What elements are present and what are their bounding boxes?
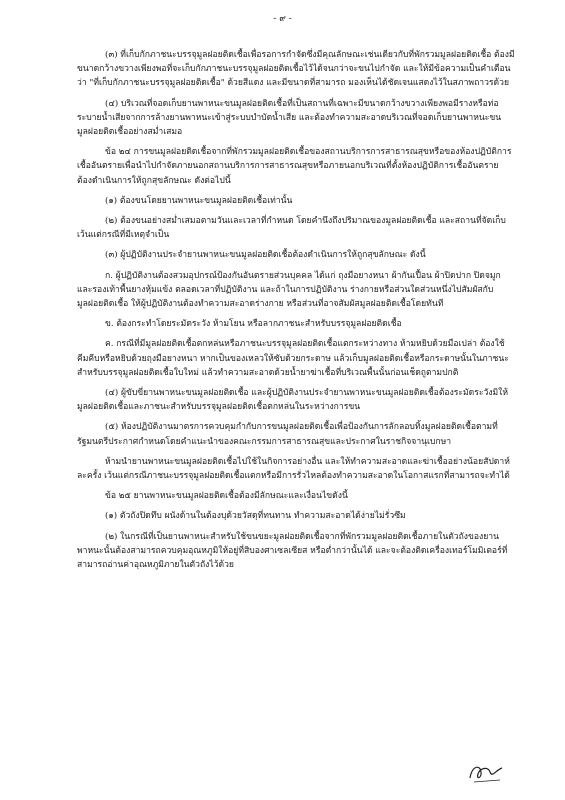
paragraph: ข้อ ๒๔ การขนมูลฝอยติดเชื้อจากที่พักรวมมูลฝอยติดเชื้อของสถานบริการการสาธารณสุขหรือของห้องปฏิบัติการเชื้ออันตรายเพื่อนำไปกำจัดภายนอกสถานบริการการสาธารณสุขหรือภายนอกบริเวณที่ตั้งห้องปฏิบัติการเชื้ออันตราย ต้องดำเนินการให้ถูกสุขลักษณะ ดังต่อไปนี้ [77, 147, 512, 186]
paragraph: ค. กรณีที่มีมูลฝอยติดเชื้อตกหล่นหรือภาชนะบรรจุมูลฝอยติดเชื้อแตกระหว่างทาง ห้ามหยิบด้วยมือเปล่า ต้องใช้คีมคีบหรือหยิบด้วยถุงมือยางหนา หากเป็นของเหลวให้ซับด้วยกระดาษ แล้วเก็บมูลฝอยติดเชื้อหรือกระดาษนั้นในภาชนะสำหรับบรรจุมูลฝอยติดเชื้อใบใหม่ แล้วทำความสะอาดด้วยน้ำยาฆ่าเชื้อที่บริเวณพื้นนั้นก่อนเช็ดถูตามปกติ [77, 339, 509, 378]
paragraph: (๒) ในกรณีที่เป็นยานพาหนะสำหรับใช้ขนขยะมูลฝอยติดเชื้อจากที่พักรวมมูลฝอยติดเชื้อภายในตัวถังของยานพาหนะนั้นต้องสามารถควบคุมอุณหภูมิให้อยู่ที่สิบองศาเซลเซียส หรือต่ำกว่านั้นได้ และจะต้องติดเครื่องเทอร์โมมิเตอร์ที่สามารถอ่านค่าอุณหภูมิภายในตัวถังไว้ด้วย [77, 531, 508, 571]
paragraph: ห้ามนำยานพาหนะขนมูลฝอยติดเชื้อไปใช้ในกิจการอย่างอื่น และให้ทำความสะอาดและฆ่าเชื้ออย่างน้อยสัปดาห์ละครั้ง เว้นแต่กรณีภาชนะบรรจุมูลฝอยติดเชื้อแตกหรือมีการรั่วไหลต้องทำความสะอาดในโอกาสแรกที่สามารถจะทำได้ [77, 456, 510, 482]
paragraph: (๑) ต้องขนโดยยานพาหนะขนมูลฝอยติดเชื้อเท่านั้น [105, 195, 293, 206]
paragraph: (๕) ห้องปฏิบัติงานมาตรการควบคุมกำกับการขนมูลฝอยติดเชื้อเพื่อป้องกันการลักลอบทิ้งมูลฝอยติดเชื้อตามที่รัฐมนตรีประกาศกำหนดโดยคำแนะนำของคณะกรรมการสาธารณสุขและประกาศในราชกิจจานุเบกษา [77, 422, 498, 447]
paragraph: ข. ต้องกระทำโดยระมัดระวัง ห้ามโยน หรือลากภาชนะสำหรับบรรจุมูลฝอยติดเชื้อ [105, 319, 402, 330]
paragraph: (๓) ผู้ปฏิบัติงานประจำยานพาหนะขนมูลฝอยติดเชื้อต้องดำเนินการให้ถูกสุขลักษณะ ดังนี้ [105, 250, 426, 261]
initials-signature [466, 758, 506, 786]
document-body [77, 48, 515, 578]
paragraph: (๔) ผู้ขับขี่ยานพาหนะขนมูลฝอยติดเชื้อ และผู้ปฏิบัติงานประจำยานพาหนะขนมูลฝอยติดเชื้อต้องระมัดระวังมิให้มูลฝอยติดเชื้อและภาชนะสำหรับบรรจุมูลฝอยติดเชื้อตกหล่นในระหว่างการขน [77, 388, 509, 413]
paragraph: (๓) ที่เก็บกักภาชนะบรรจุมูลฝอยติดเชื้อเพื่อรอการกำจัดซึ่งมีคุณลักษณะเช่นเดียวกับที่พักรวมมูลฝอยติดเชื้อ ต้องมีขนาดกว้างขวางเพียงพอที่จะเก็บกักภาชนะบรรจุมูลฝอยติดเชื้อไว้ได้จนกว่าจะขนไปกำจัด และให้มีข้อความเป็นคำเตือนว่า "ที่เก็บกักภาชนะบรรจุมูลฝอยติดเชื้อ" ด้วยสีแดง และมีขนาดที่สามารถ มองเห็นได้ชัดเจนแสดงไว้ในสภาพถาวรด้วย [77, 50, 515, 89]
paragraph: ก. ผู้ปฏิบัติงานต้องสวมอุปกรณ์ป้องกันอันตรายส่วนบุคคล ได้แก่ ถุงมือยางหนา ผ้ากันเปื้อน ผ้าปิดปาก ปิดจมูก และรองเท้าพื้นยางหุ้มแข้ง ตลอดเวลาที่ปฏิบัติงาน และถ้าในการปฏิบัติงาน ร่างกายหรือส่วนใดส่วนหนึ่งไปสัมผัสกับมูลฝอยติดเชื้อ ให้ผู้ปฏิบัติงานต้องทำความสะอาดร่างกาย หรือส่วนที่อาจสัมผัสมูลฝอยติดเชื้อโดยทันที [77, 270, 501, 310]
paragraph: ข้อ ๒๕ ยานพาหนะขนมูลฝอยติดเชื้อต้องมีลักษณะและเงื่อนไขดังนี้ [105, 491, 348, 502]
paragraph: (๑) ตัวถังปิดทึบ ผนังด้านในต้องบุด้วยวัสดุที่ทนทาน ทำความสะอาดได้ง่ายไม่รั่วซึม [105, 511, 406, 522]
paragraph: (๒) ต้องขนอย่างสม่ำเสมอตามวันและเวลาที่กำหนด โดยคำนึงถึงปริมาณของมูลฝอยติดเชื้อ และสถานที่จัดเก็บ เว้นแต่กรณีที่มีเหตุจำเป็น [77, 216, 506, 241]
paragraph: (๔) บริเวณที่จอดเก็บยานพาหนะขนมูลฝอยติดเชื้อที่เป็นสถานที่เฉพาะมีขนาดกว้างขวางเพียงพอมีรางหรือท่อระบายน้ำเสียจากการล้างยานพาหนะเข้าสู่ระบบบำบัดน้ำเสีย และต้องทำความสะอาดบริเวณที่จอดเก็บยานพาหนะขนมูลฝอยติดเชื้ออย่างสม่ำเสมอ [77, 98, 502, 138]
page-number: - ๙ - [273, 14, 292, 24]
